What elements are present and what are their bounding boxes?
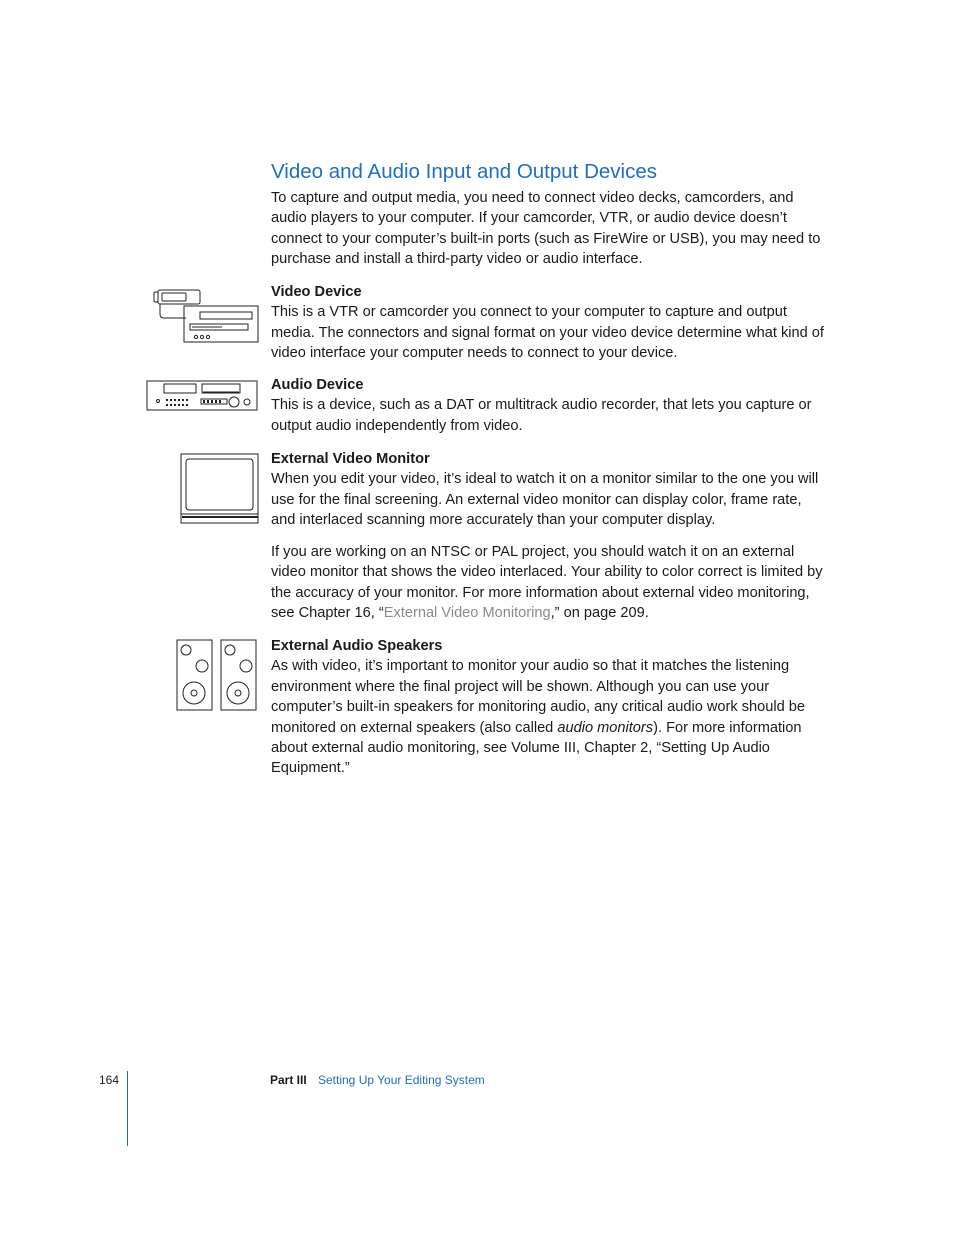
external-monitor-paragraph (271, 449, 827, 531)
external-video-monitoring-link[interactable]: External Video Monitoring (383, 605, 551, 622)
external-monitor-paragraph-2 (271, 542, 827, 624)
video-device-body: This is a VTR or camcorder you connect to your computer to capture and output media. The connectors and signal format on your video device determine what kind of video interface your computer needs to connect to your device. (271, 304, 824, 362)
audio-device-body: This is a device, such as a DAT or multitrack audio recorder, that lets you capture or output audio independently from video. (271, 397, 812, 434)
external-speakers-body-italic: audio monitors (557, 719, 654, 736)
video-monitor-icon (180, 453, 260, 525)
intro-paragraph: To capture and output media, you need to connect video decks, camcorders, and audio players to your computer. If your camcorder, VTR, or audio device doesn’t connect to your computer’s built-in ports (such as FireWire or USB), you may need to purchase and install a third-party video or audio interface. (271, 190, 821, 268)
external-monitor-heading: External Video Monitor (271, 451, 430, 467)
footer-part-label: Part III (270, 1073, 307, 1087)
external-speakers-body-after: ). For more information about external audio monitoring, see Volume III, Chapter 2, “Setting Up Audio Equipment.” (271, 719, 802, 777)
external-speakers-heading: External Audio Speakers (271, 638, 443, 654)
camcorder-vtr-icon (152, 288, 260, 344)
footer-rule (127, 1071, 128, 1146)
audio-recorder-icon (146, 380, 258, 412)
external-monitor-body: When you edit your video, it’s ideal to watch it on a monitor similar to the one you will use for the final screening. An external video monitor can display color, frame rate, and interlaced scanning more accurately than your computer display. (271, 471, 819, 529)
audio-device-heading: Audio Device (271, 377, 364, 393)
page-number: 164 (99, 1073, 120, 1087)
external-speakers-body-before: As with video, it’s important to monitor your audio so that it matches the listening environment where the final project will be shown. Although you can use your computer’s built-in speakers for monitoring audio, any critical audio work should be monitored on external speakers (also called (271, 658, 806, 736)
external-monitor-body2-before: If you are working on an NTSC or PAL project, you should watch it on an external video monitor that shows the video interlaced. Your ability to color correct is limited by the accuracy of your monitor. For more information about external video monitoring, see Chapter 16, “ (271, 544, 823, 622)
video-device-heading: Video Device (271, 284, 362, 300)
video-device-paragraph (271, 282, 827, 364)
section-title: Video and Audio Input and Output Devices (271, 160, 657, 183)
footer-chapter-title: Setting Up Your Editing System (318, 1073, 485, 1087)
audio-device-paragraph (271, 375, 827, 436)
external-monitor-body2-after: ,” on page 209. (550, 605, 649, 622)
external-speakers-paragraph (271, 636, 827, 779)
speakers-icon (176, 639, 260, 713)
